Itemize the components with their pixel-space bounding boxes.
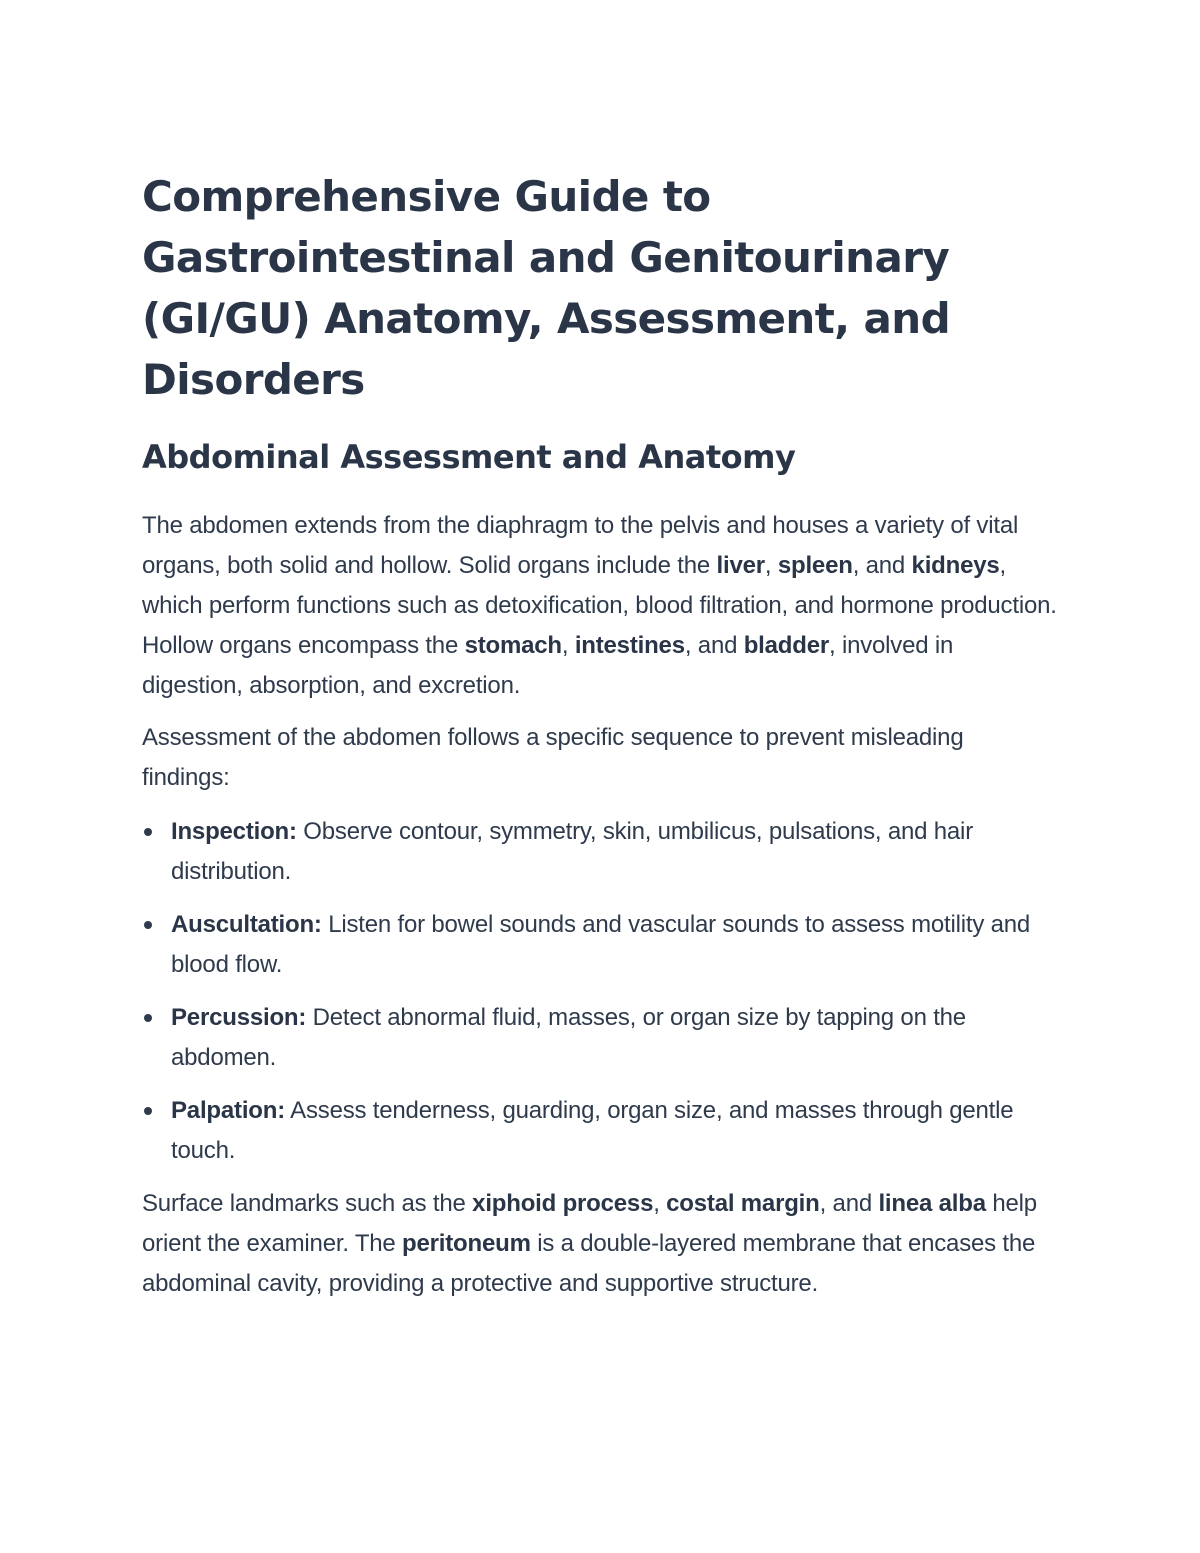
term-xiphoid-process: xiphoid process <box>472 1190 654 1217</box>
step-term: Inspection: <box>171 818 297 845</box>
assessment-steps-list <box>142 812 1057 1171</box>
step-text: Observe contour, symmetry, skin, umbilicus, pulsations, and hair distribution. <box>171 818 973 885</box>
term-linea-alba: linea alba <box>878 1190 986 1217</box>
assessment-intro-paragraph: Assessment of the abdomen follows a specific sequence to prevent misleading findings: <box>142 724 964 791</box>
document-page <box>142 166 1057 1304</box>
step-term: Palpation: <box>171 1097 286 1124</box>
bullet-icon <box>144 828 152 836</box>
list-item <box>142 812 1057 892</box>
list-item <box>142 1091 1057 1171</box>
term-stomach: stomach <box>464 632 562 659</box>
term-spleen: spleen <box>777 552 853 579</box>
term-costal-margin: costal margin <box>666 1190 820 1217</box>
step-text: Detect abnormal fluid, masses, or organ size by tapping on the abdomen. <box>171 1004 966 1071</box>
term-bladder: bladder <box>743 632 830 659</box>
term-liver: liver <box>716 552 765 579</box>
term-kidneys: kidneys <box>911 552 1000 579</box>
list-item <box>142 905 1057 985</box>
step-term: Auscultation: <box>171 911 322 938</box>
bullet-icon <box>144 921 152 929</box>
step-text: Assess tenderness, guarding, organ size, and masses through gentle touch. <box>171 1097 1014 1164</box>
step-term: Percussion: <box>171 1004 307 1031</box>
term-peritoneum: peritoneum <box>402 1230 531 1257</box>
section-heading: Abdominal Assessment and Anatomy <box>142 438 796 476</box>
landmarks-paragraph: Surface landmarks such as the xiphoid process, costal margin, and linea alba help orient the examiner. The peritoneum is a double-layered membrane that encases the abdominal cavity, providing a protective and supportive structure. <box>142 1190 1037 1297</box>
bullet-icon <box>144 1107 152 1115</box>
document-title: Comprehensive Guide to Gastrointestinal and Genitourinary (GI/GU) Anatomy, Assessment, and Disorders <box>142 172 951 404</box>
list-item <box>142 998 1057 1078</box>
term-intestines: intestines <box>574 632 685 659</box>
bullet-icon <box>144 1014 152 1022</box>
organs-paragraph: The abdomen extends from the diaphragm to the pelvis and houses a variety of vital organs, both solid and hollow. Solid organs include the liver, spleen, and kidneys, which perform functions such as detoxification, blood filtration, and hormone production. Hollow organs encompass the stomach, intestines, and bladder, involved in digestion, absorption, and excretion. <box>142 512 1057 699</box>
step-text: Listen for bowel sounds and vascular sounds to assess motility and blood flow. <box>171 911 1031 978</box>
